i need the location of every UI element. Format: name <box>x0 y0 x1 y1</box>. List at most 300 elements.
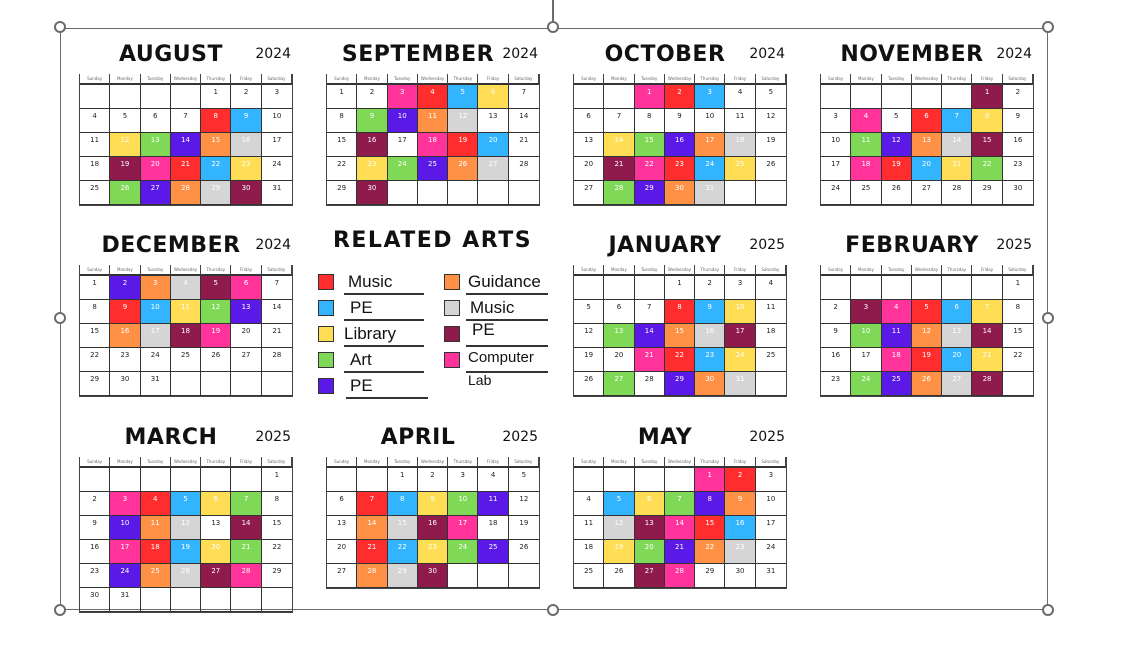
weekday-header: Tuesday <box>141 74 171 85</box>
empty-cell <box>171 85 201 109</box>
day-cell: 28 <box>262 348 292 372</box>
day-cell-purple: 8 <box>695 492 725 516</box>
weekday-header: Monday <box>110 265 140 276</box>
legend-label: PE <box>472 320 495 339</box>
empty-cell <box>851 85 881 109</box>
calendar-grid <box>573 265 787 397</box>
day-cell-red: 2 <box>665 85 695 109</box>
swatch-green <box>318 352 334 368</box>
day-cell: 8 <box>80 300 110 324</box>
empty-cell <box>448 564 478 588</box>
day-cell-maroon: 14 <box>972 324 1002 348</box>
day-cell-yellow: 21 <box>942 157 972 181</box>
day-cell-green: 11 <box>851 133 881 157</box>
day-cell-pink: 4 <box>882 300 912 324</box>
weekday-header: Monday <box>604 74 634 85</box>
year-label: 2024 <box>749 46 785 62</box>
day-cell-pink: 28 <box>231 564 261 588</box>
swatch-purple <box>318 378 334 394</box>
weekday-header: Wednesday <box>912 74 942 85</box>
month-title: APRIL <box>380 425 456 450</box>
weekday-header: Wednesday <box>665 74 695 85</box>
day-cell-purple: 24 <box>110 564 140 588</box>
day-cell: 4 <box>478 468 508 492</box>
day-cell-green: 22 <box>972 157 1002 181</box>
day-cell-green: 13 <box>604 324 634 348</box>
day-cell: 25 <box>574 564 604 588</box>
year-label: 2024 <box>996 46 1032 62</box>
weekday-header: Sunday <box>327 74 357 85</box>
empty-cell <box>231 468 261 492</box>
day-cell-red: 18 <box>141 540 171 564</box>
weekday-header: Sunday <box>80 457 110 468</box>
day-cell-purple: 21 <box>665 540 695 564</box>
day-cell-yellow: 23 <box>231 157 261 181</box>
day-cell-gray: 18 <box>725 133 755 157</box>
resize-handle-bottom-center[interactable] <box>547 604 559 616</box>
day-cell-red: 21 <box>171 157 201 181</box>
day-cell-gray: 27 <box>942 372 972 396</box>
day-cell: 11 <box>725 109 755 133</box>
day-cell: 9 <box>665 109 695 133</box>
day-cell-orange: 28 <box>357 564 387 588</box>
weekday-header: Sunday <box>574 74 604 85</box>
day-cell-red: 22 <box>665 348 695 372</box>
weekday-header: Wednesday <box>171 265 201 276</box>
day-cell-yellow: 19 <box>604 540 634 564</box>
day-cell-pink: 1 <box>635 85 665 109</box>
day-cell-maroon: 19 <box>110 157 140 181</box>
day-cell: 14 <box>262 300 292 324</box>
day-cell: 22 <box>262 540 292 564</box>
day-cell-yellow: 11 <box>171 300 201 324</box>
empty-cell <box>478 564 508 588</box>
day-cell-red: 19 <box>882 157 912 181</box>
resize-handle-top-right[interactable] <box>1042 21 1054 33</box>
day-cell: 3 <box>448 468 478 492</box>
weekday-header: Sunday <box>821 74 851 85</box>
empty-cell <box>231 588 261 612</box>
empty-cell <box>141 468 171 492</box>
day-cell-red: 6 <box>912 109 942 133</box>
day-cell-red: 9 <box>110 300 140 324</box>
weekday-header: Friday <box>725 265 755 276</box>
day-cell-maroon: 30 <box>357 181 387 205</box>
empty-cell <box>231 372 261 396</box>
day-cell: 21 <box>262 324 292 348</box>
swatch-orange <box>444 274 460 290</box>
day-cell: 8 <box>635 109 665 133</box>
day-cell: 4 <box>574 492 604 516</box>
underline <box>466 345 548 347</box>
day-cell-orange: 22 <box>695 540 725 564</box>
swatch-pink <box>444 352 460 368</box>
legend-item-computer-lab-pink <box>444 350 559 394</box>
day-cell-purple: 10 <box>110 516 140 540</box>
weekday-header: Tuesday <box>141 457 171 468</box>
day-cell-red: 21 <box>357 540 387 564</box>
empty-cell <box>201 588 231 612</box>
day-cell: 5 <box>110 109 140 133</box>
year-label: 2024 <box>255 237 291 253</box>
day-cell-pink: 19 <box>201 324 231 348</box>
day-cell-yellow: 10 <box>725 300 755 324</box>
day-cell-pink: 6 <box>231 276 261 300</box>
day-cell: 14 <box>509 109 539 133</box>
day-cell: 23 <box>821 372 851 396</box>
empty-cell <box>327 468 357 492</box>
weekday-header: Monday <box>604 457 634 468</box>
day-cell-yellow: 23 <box>418 540 448 564</box>
day-cell: 29 <box>80 372 110 396</box>
calendar-may <box>573 419 787 589</box>
day-cell-purple: 13 <box>231 300 261 324</box>
day-cell: 4 <box>80 109 110 133</box>
day-cell-orange: 3 <box>141 276 171 300</box>
day-cell: 11 <box>756 300 786 324</box>
day-cell-pink: 18 <box>851 157 881 181</box>
empty-cell <box>725 181 755 205</box>
day-cell-orange: 11 <box>141 516 171 540</box>
weekday-header: Friday <box>725 457 755 468</box>
day-cell: 25 <box>171 348 201 372</box>
empty-cell <box>665 468 695 492</box>
calendar-april <box>326 419 540 589</box>
day-cell: 28 <box>942 181 972 205</box>
day-cell-green: 24 <box>851 372 881 396</box>
day-cell-maroon: 16 <box>418 516 448 540</box>
empty-cell <box>388 181 418 205</box>
weekday-header: Sunday <box>80 74 110 85</box>
weekday-header: Wednesday <box>665 265 695 276</box>
day-cell-gray: 16 <box>231 133 261 157</box>
day-cell-red: 8 <box>201 109 231 133</box>
calendar-header <box>79 419 293 457</box>
day-cell-orange: 13 <box>912 133 942 157</box>
day-cell: 29 <box>972 181 1002 205</box>
weekday-header: Tuesday <box>635 265 665 276</box>
empty-cell <box>604 276 634 300</box>
empty-cell <box>882 85 912 109</box>
day-cell-yellow: 6 <box>201 492 231 516</box>
day-cell: 7 <box>171 109 201 133</box>
weekday-header: Sunday <box>821 265 851 276</box>
empty-cell <box>110 468 140 492</box>
day-cell: 12 <box>509 492 539 516</box>
day-cell-blue: 20 <box>942 348 972 372</box>
day-cell: 12 <box>756 109 786 133</box>
day-cell: 9 <box>1003 109 1033 133</box>
day-cell: 18 <box>574 540 604 564</box>
legend-label: PE <box>350 376 373 395</box>
day-cell: 2 <box>1003 85 1033 109</box>
calendar-grid <box>326 457 540 589</box>
empty-cell <box>171 372 201 396</box>
day-cell-green: 12 <box>201 300 231 324</box>
day-cell: 21 <box>509 133 539 157</box>
year-label: 2024 <box>502 46 538 62</box>
resize-handle-bottom-left[interactable] <box>54 604 66 616</box>
resize-handle-bottom-right[interactable] <box>1042 604 1054 616</box>
swatch-red <box>318 274 334 290</box>
legend-label: Art <box>350 350 372 369</box>
day-cell-maroon: 27 <box>201 564 231 588</box>
legend-item-guidance-orange <box>444 272 559 296</box>
day-cell: 25 <box>756 348 786 372</box>
weekday-header: Saturday <box>509 74 539 85</box>
month-title: JANUARY <box>608 233 722 258</box>
day-cell: 4 <box>756 276 786 300</box>
day-cell: 31 <box>141 372 171 396</box>
day-cell-blue: 9 <box>231 109 261 133</box>
weekday-header: Sunday <box>327 457 357 468</box>
day-cell: 20 <box>327 540 357 564</box>
resize-handle-middle-right[interactable] <box>1042 312 1054 324</box>
weekday-header: Thursday <box>695 265 725 276</box>
empty-cell <box>604 468 634 492</box>
day-cell: 2 <box>821 300 851 324</box>
day-cell-green: 10 <box>448 492 478 516</box>
day-cell: 3 <box>821 109 851 133</box>
underline <box>344 293 424 295</box>
day-cell: 3 <box>725 276 755 300</box>
day-cell-pink: 18 <box>882 348 912 372</box>
day-cell: 20 <box>604 348 634 372</box>
day-cell-purple: 25 <box>478 540 508 564</box>
weekday-header: Sunday <box>574 457 604 468</box>
weekday-header: Wednesday <box>418 457 448 468</box>
day-cell: 15 <box>262 516 292 540</box>
day-cell-orange: 11 <box>418 109 448 133</box>
day-cell: 18 <box>478 516 508 540</box>
day-cell-blue: 22 <box>388 540 418 564</box>
day-cell-orange: 15 <box>201 133 231 157</box>
day-cell: 30 <box>1003 181 1033 205</box>
day-cell: 28 <box>635 372 665 396</box>
day-cell-red: 4 <box>141 492 171 516</box>
day-cell: 30 <box>80 588 110 612</box>
day-cell: 29 <box>327 181 357 205</box>
day-cell-gray: 31 <box>695 181 725 205</box>
day-cell: 7 <box>635 300 665 324</box>
weekday-header: Tuesday <box>882 265 912 276</box>
empty-cell <box>635 276 665 300</box>
empty-cell <box>262 588 292 612</box>
day-cell: 17 <box>756 516 786 540</box>
day-cell-red: 19 <box>912 348 942 372</box>
resize-handle-middle-left[interactable] <box>54 312 66 324</box>
legend-item-pe-purple <box>318 376 428 400</box>
weekday-header: Friday <box>972 74 1002 85</box>
day-cell-blue: 5 <box>448 85 478 109</box>
day-cell-maroon: 30 <box>231 181 261 205</box>
day-cell-yellow: 21 <box>972 348 1002 372</box>
day-cell: 28 <box>509 157 539 181</box>
day-cell: 1 <box>665 276 695 300</box>
weekday-header: Monday <box>357 74 387 85</box>
day-cell: 24 <box>821 181 851 205</box>
weekday-header: Saturday <box>756 265 786 276</box>
empty-cell <box>756 372 786 396</box>
calendar-grid <box>79 265 293 397</box>
day-cell: 18 <box>756 324 786 348</box>
month-title: DECEMBER <box>101 233 241 258</box>
day-cell: 12 <box>574 324 604 348</box>
day-cell-green: 24 <box>448 540 478 564</box>
legend-label: Music <box>348 272 393 291</box>
day-cell-green: 9 <box>357 109 387 133</box>
weekday-header: Thursday <box>448 74 478 85</box>
empty-cell <box>574 85 604 109</box>
day-cell-gray: 31 <box>725 372 755 396</box>
month-title: MARCH <box>124 425 218 450</box>
day-cell-green: 24 <box>388 157 418 181</box>
day-cell-green: 26 <box>110 181 140 205</box>
day-cell-pink: 14 <box>665 516 695 540</box>
underline <box>466 293 548 295</box>
day-cell-maroon: 3 <box>851 300 881 324</box>
month-title: FEBRUARY <box>845 233 979 258</box>
calendar-header <box>326 419 540 457</box>
day-cell-maroon: 5 <box>201 276 231 300</box>
day-cell-blue: 10 <box>141 300 171 324</box>
day-cell-orange: 15 <box>665 324 695 348</box>
empty-cell <box>80 85 110 109</box>
calendar-october <box>573 36 787 206</box>
weekday-header: Thursday <box>942 74 972 85</box>
calendar-header <box>79 227 293 265</box>
empty-cell <box>851 276 881 300</box>
day-cell: 15 <box>80 324 110 348</box>
day-cell: 20 <box>231 324 261 348</box>
day-cell-orange: 14 <box>357 516 387 540</box>
day-cell-blue: 20 <box>478 133 508 157</box>
empty-cell <box>141 588 171 612</box>
calendar-grid <box>820 74 1034 206</box>
legend-item-pe-blue <box>318 298 428 322</box>
day-cell: 17 <box>262 133 292 157</box>
day-cell-red: 7 <box>357 492 387 516</box>
underline <box>344 371 424 373</box>
empty-cell <box>821 276 851 300</box>
resize-handle-top-left[interactable] <box>54 21 66 33</box>
month-title: OCTOBER <box>604 42 726 67</box>
day-cell-maroon: 27 <box>635 564 665 588</box>
day-cell-pink: 1 <box>695 468 725 492</box>
day-cell-green: 20 <box>635 540 665 564</box>
month-title: NOVEMBER <box>840 42 984 67</box>
weekday-header: Friday <box>478 74 508 85</box>
day-cell-red: 23 <box>665 157 695 181</box>
day-cell-purple: 2 <box>110 276 140 300</box>
day-cell-green: 13 <box>141 133 171 157</box>
day-cell: 23 <box>1003 157 1033 181</box>
day-cell-pink: 20 <box>141 157 171 181</box>
day-cell: 22 <box>1003 348 1033 372</box>
calendar-september <box>326 36 540 206</box>
calendar-august <box>79 36 293 206</box>
day-cell: 1 <box>262 468 292 492</box>
day-cell-blue: 6 <box>942 300 972 324</box>
day-cell: 2 <box>80 492 110 516</box>
day-cell: 1 <box>201 85 231 109</box>
day-cell: 3 <box>262 85 292 109</box>
day-cell: 11 <box>574 516 604 540</box>
day-cell-gray: 29 <box>388 564 418 588</box>
day-cell: 22 <box>80 348 110 372</box>
day-cell: 25 <box>851 181 881 205</box>
day-cell-maroon: 17 <box>725 324 755 348</box>
day-cell: 10 <box>756 492 786 516</box>
day-cell: 5 <box>509 468 539 492</box>
calendar-header <box>820 227 1034 265</box>
day-cell: 24 <box>141 348 171 372</box>
day-cell-green: 10 <box>851 324 881 348</box>
day-cell: 8 <box>327 109 357 133</box>
day-cell-green: 21 <box>231 540 261 564</box>
day-cell-gray: 26 <box>171 564 201 588</box>
day-cell: 9 <box>821 324 851 348</box>
weekday-header: Saturday <box>509 457 539 468</box>
day-cell: 25 <box>80 181 110 205</box>
legend-label: Guidance <box>468 272 541 291</box>
day-cell-orange: 30 <box>695 372 725 396</box>
weekday-header: Saturday <box>1003 74 1033 85</box>
day-cell: 1 <box>1003 276 1033 300</box>
day-cell-yellow: 8 <box>972 109 1002 133</box>
weekday-header: Wednesday <box>171 74 201 85</box>
day-cell: 1 <box>388 468 418 492</box>
day-cell-yellow: 12 <box>110 133 140 157</box>
month-title: MAY <box>637 425 693 450</box>
day-cell-blue: 16 <box>725 516 755 540</box>
day-cell-yellow: 7 <box>972 300 1002 324</box>
day-cell: 10 <box>821 133 851 157</box>
day-cell: 8 <box>262 492 292 516</box>
day-cell: 16 <box>80 540 110 564</box>
day-cell-blue: 3 <box>695 85 725 109</box>
calendar-grid <box>820 265 1034 397</box>
day-cell-red: 15 <box>695 516 725 540</box>
day-cell-purple: 29 <box>635 181 665 205</box>
day-cell-gray: 16 <box>695 324 725 348</box>
day-cell-pink: 4 <box>851 109 881 133</box>
weekday-header: Thursday <box>201 74 231 85</box>
day-cell: 19 <box>509 516 539 540</box>
legend-item-library-yellow <box>318 324 428 348</box>
empty-cell <box>574 468 604 492</box>
day-cell: 6 <box>327 492 357 516</box>
day-cell-blue: 5 <box>171 492 201 516</box>
weekday-header: Saturday <box>756 457 786 468</box>
weekday-header: Thursday <box>942 265 972 276</box>
day-cell: 26 <box>574 372 604 396</box>
calendar-header <box>326 36 540 74</box>
weekday-header: Saturday <box>262 265 292 276</box>
day-cell-purple: 29 <box>665 372 695 396</box>
day-cell-green: 15 <box>635 133 665 157</box>
day-cell: 4 <box>725 85 755 109</box>
day-cell-maroon: 13 <box>635 516 665 540</box>
day-cell: 9 <box>80 516 110 540</box>
day-cell: 30 <box>110 372 140 396</box>
rotation-handle[interactable] <box>547 21 559 33</box>
swatch-gray <box>444 300 460 316</box>
calendar-november <box>820 36 1034 206</box>
day-cell-blue: 19 <box>171 540 201 564</box>
calendar-header <box>820 36 1034 74</box>
empty-cell <box>604 85 634 109</box>
